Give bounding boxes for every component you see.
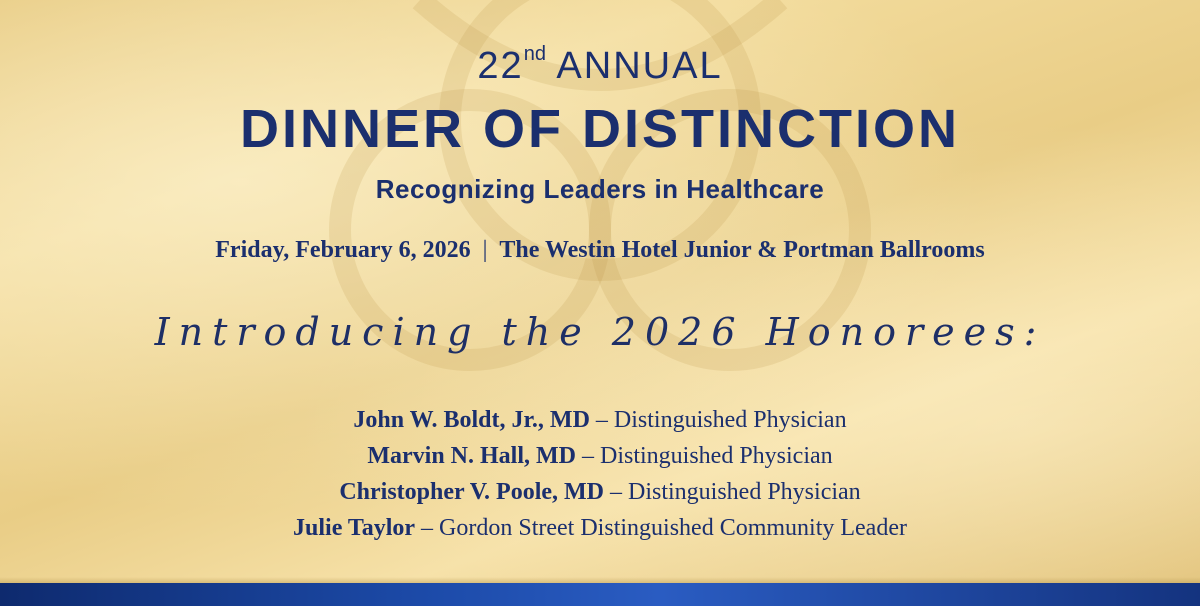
honoree-award: Distinguished Physician [628, 479, 861, 505]
event-date: Friday, February 6, 2026 [215, 237, 471, 263]
honoree-award: Distinguished Physician [613, 407, 847, 433]
annual-number: 22 [477, 45, 524, 87]
honoree-item [0, 438, 1200, 474]
honorees-intro: Introducing the 2026 Honorees: [154, 310, 1046, 354]
honoree-item [0, 510, 1200, 546]
honoree-dash: – [595, 407, 608, 433]
honoree-dash: – [581, 443, 594, 469]
honoree-item [0, 402, 1200, 438]
honoree-name: Julie Taylor [293, 515, 416, 541]
honoree-award: Gordon Street Distinguished Community Leader [439, 515, 907, 541]
annual-heading [0, 45, 1200, 88]
event-details [0, 237, 1200, 264]
honoree-dash: – [421, 515, 434, 541]
honoree-name: Christopher V. Poole, MD [339, 479, 604, 505]
honorees-list [0, 402, 1200, 546]
event-title: DINNER OF DISTINCTION [240, 99, 960, 159]
honoree-dash: – [610, 479, 622, 505]
honoree-name: John W. Boldt, Jr., MD [353, 407, 590, 433]
honoree-name: Marvin N. Hall, MD [367, 443, 576, 469]
event-subtitle: Recognizing Leaders in Healthcare [375, 174, 825, 204]
details-separator: | [482, 237, 488, 263]
annual-word: ANNUAL [556, 45, 723, 87]
bottom-blue-band [0, 583, 1200, 606]
event-venue: The Westin Hotel Junior & Portman Ballrooms [499, 237, 985, 263]
honoree-award: Distinguished Physician [599, 443, 833, 469]
annual-suffix: nd [523, 43, 546, 66]
honoree-item [0, 474, 1200, 510]
